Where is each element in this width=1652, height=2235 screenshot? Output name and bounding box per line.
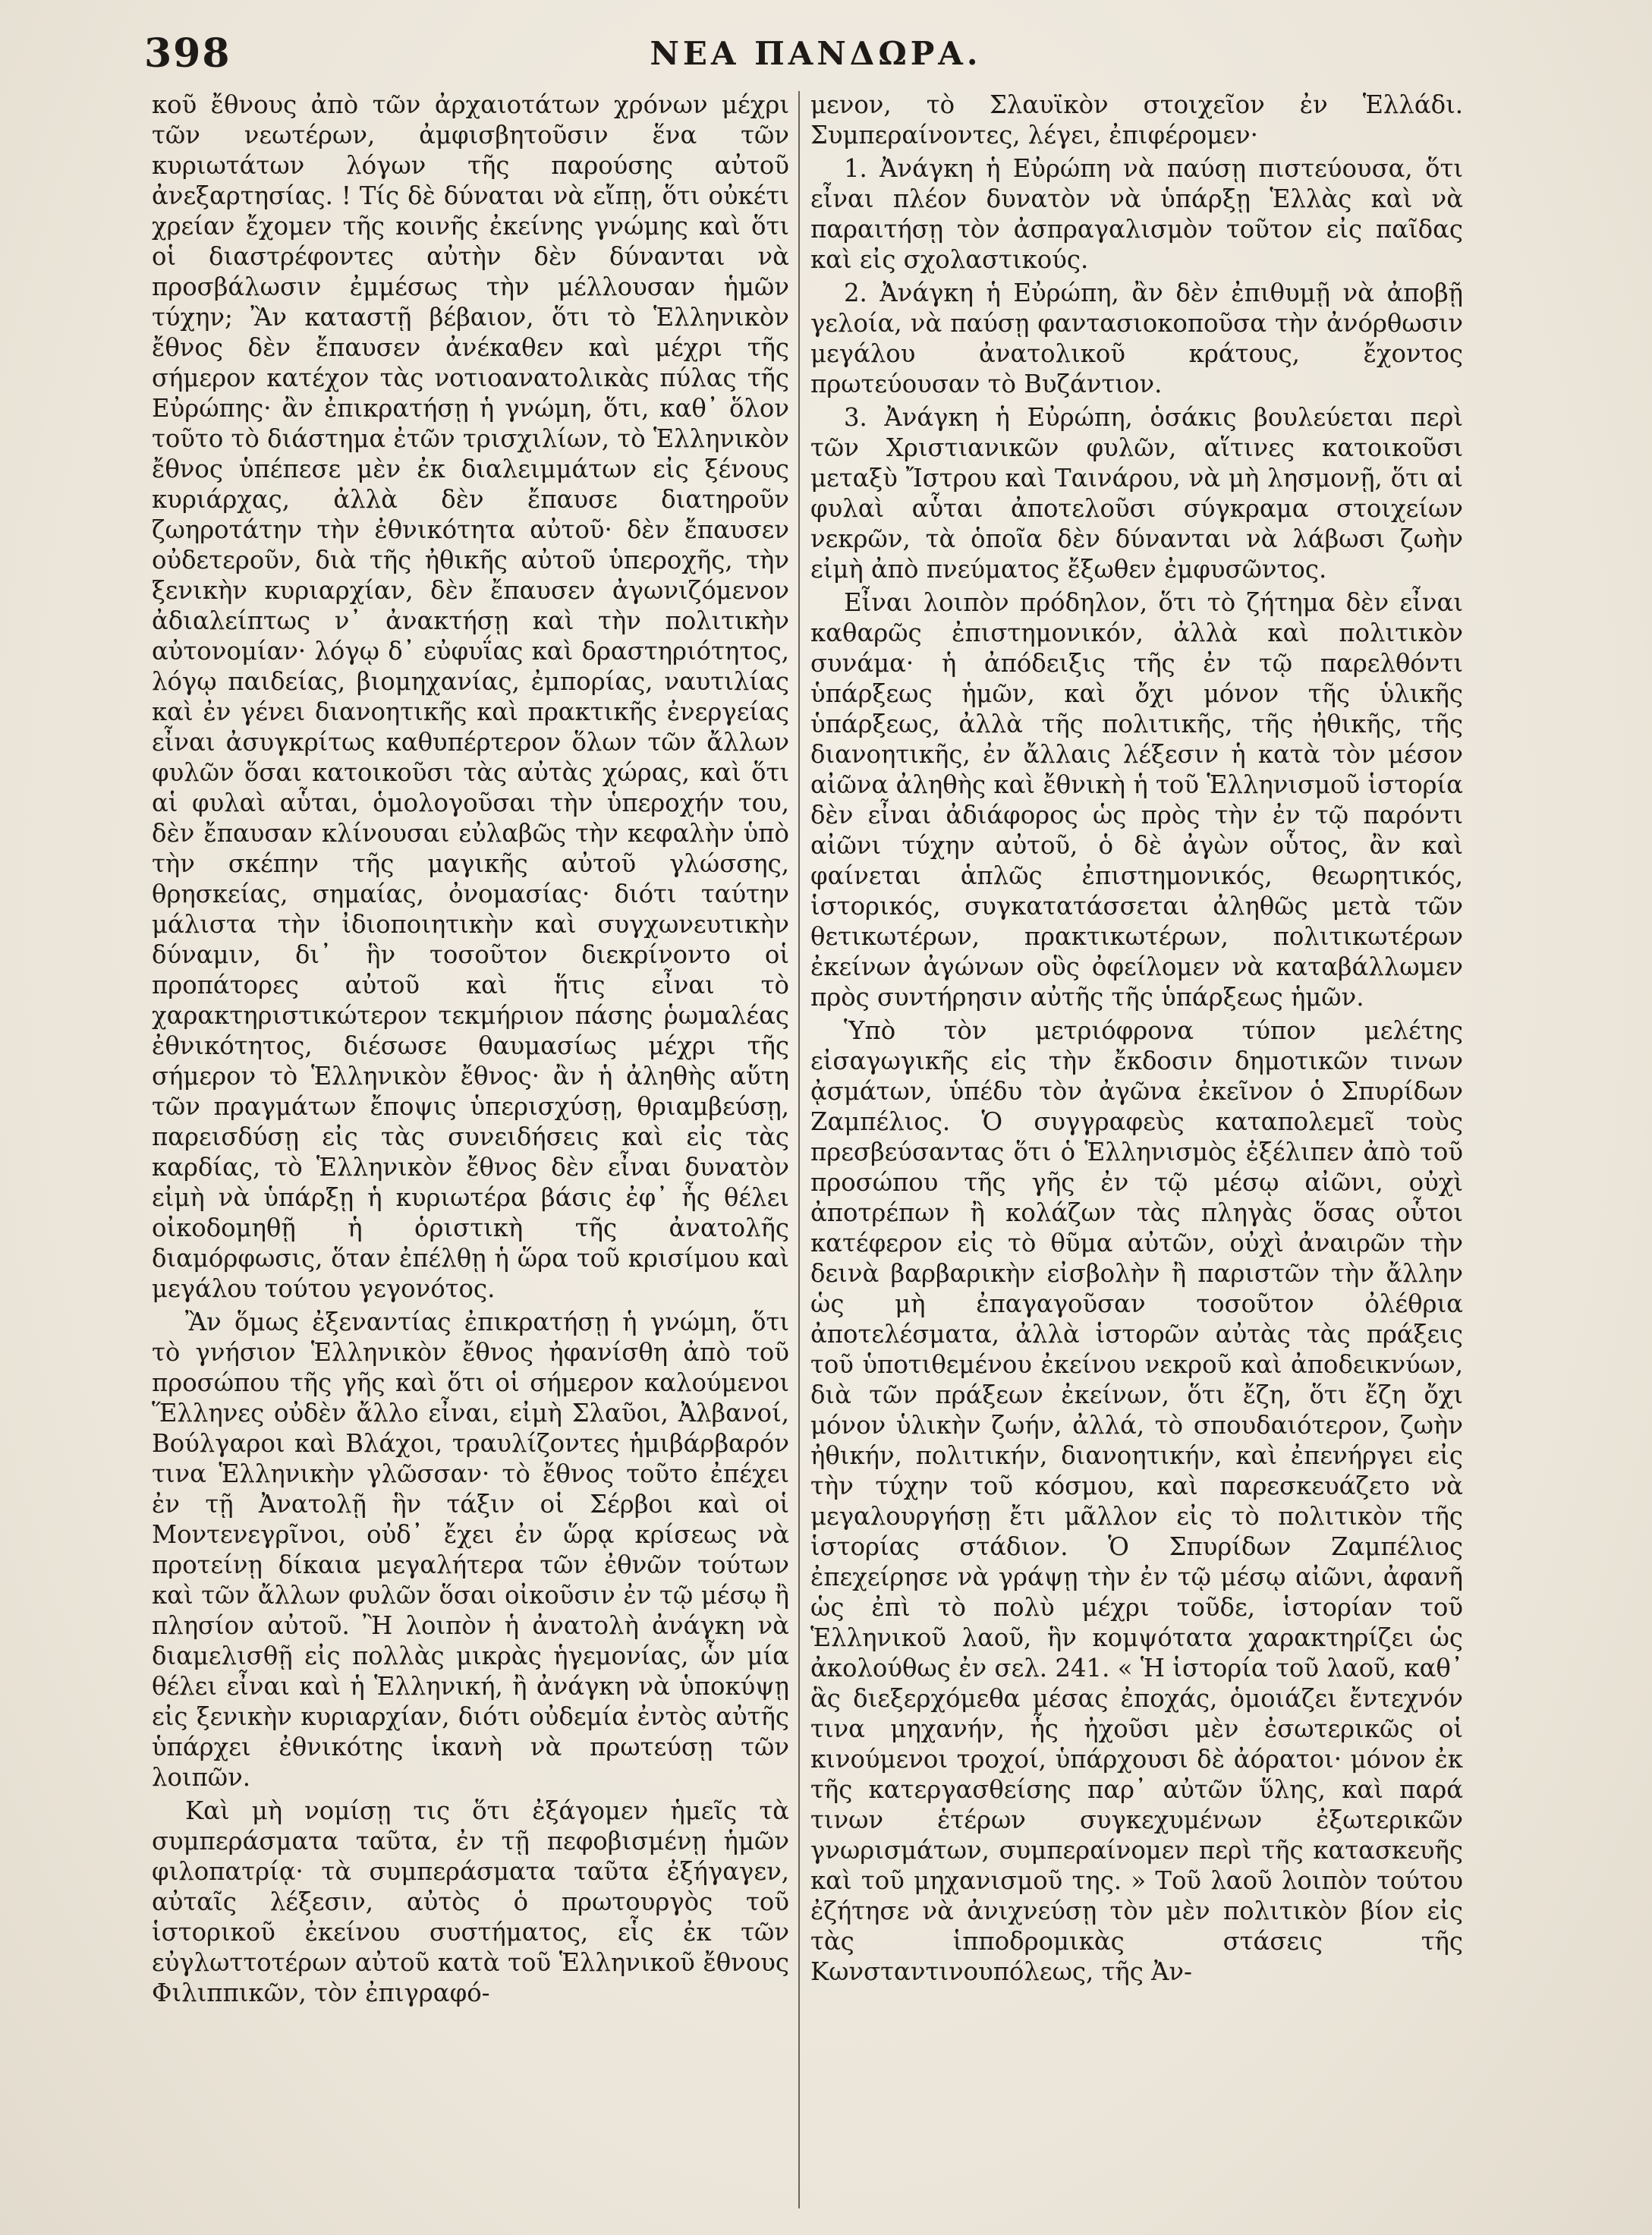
numbered-paragraph: 1. Ἀνάγκη ἡ Εὐρώπη νὰ παύσῃ πιστεύουσα, ὅτι εἶναι πλέον δυνατὸν νὰ ὑπάρξῃ Ἑλλὰς καὶ νὰ παραιτήσῃ τὸν ἀσπραγαλισμὸν τοῦτον εἰς παῖδας καὶ εἰς σχολαστικούς.: [810, 154, 1463, 274]
numbered-paragraph: 2. Ἀνάγκη ἡ Εὐρώπη, ἂν δὲν ἐπιθυμῇ νὰ ἀποβῇ γελοία, νὰ παύσῃ φαντασιοκοποῦσα τὴν ἀνόρθωσιν μεγάλου ἀνατολικοῦ κράτους, ἔχοντος πρωτεύουσαν τὸ Βυζάντιον.: [810, 279, 1463, 398]
right-column: [810, 90, 1463, 1990]
paragraph: Καὶ μὴ νομίσῃ τις ὅτι ἐξάγομεν ἡμεῖς τὰ συμπεράσματα ταῦτα, ἐν τῇ πεφοβισμένῃ ἡμῶν φιλοπατρίᾳ· τὰ συμπεράσματα ταῦτα ἐξήγαγεν, αὐταῖς λέξεσιν, αὐτὸς ὁ πρωτουργὸς τοῦ ἱστορικοῦ ἐκείνου συστήματος, εἷς ἐκ τῶν εὐγλωττοτέρων αὐτοῦ κατὰ τοῦ Ἑλληνικοῦ ἔθνους Φιλιππικῶν, τὸν ἐπιγραφό-: [152, 1796, 789, 2007]
paragraph: κοῦ ἔθνους ἀπὸ τῶν ἀρχαιοτάτων χρόνων μέχρι τῶν νεωτέρων, ἀμφισβητοῦσιν ἕνα τῶν κυριωτάτων λόγων τῆς παρούσης αὐτοῦ ἀνεξαρτησίας. ! Τίς δὲ δύναται νὰ εἴπῃ, ὅτι οὐκέτι χρείαν ἔχομεν τῆς κοινῆς ἐκείνης γνώμης καὶ ὅτι οἱ διαστρέφοντες αὐτὴν δὲν δύνανται νὰ προσβάλωσιν ἐμμέσως τὴν μέλλουσαν ἡμῶν τύχην; Ἂν καταστῇ βέβαιον, ὅτι τὸ Ἑλληνικὸν ἔθνος δὲν ἔπαυσεν ἀνέκαθεν καὶ μέχρι τῆς σήμερον κατέχον τὰς νοτιοανατολικὰς πύλας τῆς Εὐρώπης· ἂν ἐπικρατήσῃ ἡ γνώμη, ὅτι, καθ᾽ ὅλον τοῦτο τὸ διάστημα ἐτῶν τρισχιλίων, τὸ Ἑλληνικὸν ἔθνος ὑπέπεσε μὲν ἐκ διαλειμμάτων εἰς ξένους κυριάρχας, ἀλλὰ δὲν ἔπαυσε διατηροῦν ζωηροτάτην τὴν ἐθνικότητα αὐτοῦ· δὲν ἔπαυσεν οὐδετεροῦν, διὰ τῆς ἠθικῆς αὐτοῦ ὑπεροχῆς, τὴν ξενικὴν κυριαρχίαν, δὲν ἔπαυσεν ἀγωνιζόμενον ἀδιαλείπτως ν᾽ ἀνακτήσῃ καὶ τὴν πολιτικὴν αὐτονομίαν· λόγῳ δ᾽ εὐφυΐας καὶ δραστηριότητος, λόγῳ παιδείας, βιομηχανίας, ἐμπορίας, ναυτιλίας καὶ ἐν γένει διανοητικῆς καὶ πρακτικῆς ἐνεργείας εἶναι ἀσυγκρίτως καθυπέρτερον ὅλων τῶν ἄλλων φυλῶν ὅσαι κατοικοῦσι τὰς αὐτὰς χώρας, καὶ ὅτι αἱ φυλαὶ αὗται, ὁμολογοῦσαι τὴν ὑπεροχήν του, δὲν ἔπαυσαν κλίνουσαι εὐλαβῶς τὴν κεφαλὴν ὑπὸ τὴν σκέπην τῆς μαγικῆς αὐτοῦ γλώσσης, θρησκείας, σημαίας, ὀνομασίας· διότι ταύτην μάλιστα τὴν ἰδιοποιητικὴν καὶ συγχωνευτικὴν δύναμιν, δι᾽ ἣν τοσοῦτον διεκρίνοντο οἱ προπάτορες αὐτοῦ καὶ ἥτις εἶναι τὸ χαρακτηριστικώτερον τεκμήριον πάσης ῥωμαλέας ἐθνικότητος, διέσωσε θαυμασίως μέχρι τῆς σήμερον τὸ Ἑλληνικὸν ἔθνος· ἂν ἡ ἀληθὴς αὕτη τῶν πραγμάτων ἔποψις ὑπερισχύσῃ, θριαμβεύσῃ, παρεισδύσῃ εἰς τὰς συνειδήσεις καὶ εἰς τὰς καρδίας, τὸ Ἑλληνικὸν ἔθνος δὲν εἶναι δυνατὸν εἰμὴ νὰ ὑπάρξῃ ἡ κυριωτέρα βάσις ἐφ᾽ ἧς θέλει οἰκοδομηθῇ ἡ ὁριστικὴ τῆς ἀνατολῆς διαμόρφωσις, ὅταν ἐπέλθῃ ἡ ὥρα τοῦ κρισίμου καὶ μεγάλου τούτου γεγονότος.: [152, 90, 789, 1303]
page-header: [144, 23, 1487, 83]
paragraph: Ὑπὸ τὸν μετριόφρονα τύπον μελέτης εἰσαγωγικῆς εἰς τὴν ἔκδοσιν δημοτικῶν τινων ᾀσμάτων, ὑπέδυ τὸν ἀγῶνα ἐκεῖνον ὁ Σπυρίδων Ζαμπέλιος. Ὁ συγγραφεὺς καταπολεμεῖ τοὺς πρεσβεύσαντας ὅτι ὁ Ἑλληνισμὸς ἐξέλιπεν ἀπὸ τοῦ προσώπου τῆς γῆς ἐν τῷ μέσῳ αἰῶνι, οὐχὶ ἀποτρέπων ἢ κολάζων τὰς πληγὰς ὅσας οὗτοι κατέφερον εἰς τὸ θῦμα αὐτῶν, οὐχὶ ἀναιρῶν τὴν δεινὰ βαρβαρικὴν εἰσβολὴν ἢ παριστῶν τὴν ἄλλην ὡς μὴ ἐπαγαγοῦσαν τοσοῦτον ὀλέθρια ἀποτελέσματα, ἀλλὰ ἱστορῶν αὐτὰς τὰς πράξεις τοῦ ὑποτιθεμένου ἐκείνου νεκροῦ καὶ ἀποδεικνύων, διὰ τῶν πράξεων ἐκείνων, ὅτι ἔζη, ὅτι ἔζη ὄχι μόνον ὑλικὴν ζωήν, ἀλλά, τὸ σπουδαιότερον, ζωὴν ἠθικήν, πολιτικήν, διανοητικήν, καὶ ἐπενήργει εἰς τὴν τύχην τοῦ κόσμου, καὶ παρεσκευάζετο νὰ μεγαλουργήσῃ ἔτι μᾶλλον εἰς τὸ πολιτικὸν τῆς ἱστορίας στάδιον. Ὁ Σπυρίδων Ζαμπέλιος ἐπεχείρησε νὰ γράψῃ τὴν ἐν τῷ μέσῳ αἰῶνι, ἀφανῆ ὡς ἐπὶ τὸ πολὺ μέχρι τοῦδε, ἱστορίαν τοῦ Ἑλληνικοῦ λαοῦ, ἣν κομψότατα χαρακτηρίζει ὡς ἀκολούθως ἐν σελ. 241. « Ἡ ἱστορία τοῦ λαοῦ, καθ᾽ ἃς διεξερχόμεθα μέσας ἐποχάς, ὁμοιάζει ἔντεχνόν τινα μηχανήν, ἧς ἠχοῦσι μὲν ἐσωτερικῶς οἱ κινούμενοι τροχοί, ὑπάρχουσι δὲ ἀόρατοι· μόνον ἐκ τῆς κατεργασθείσης παρ᾽ αὐτῶν ὕλης, καὶ παρά τινων ἑτέρων συγκεχυμένων ἐξωτερικῶν γνωρισμάτων, συμπεραίνομεν περὶ τῆς κατασκευῆς καὶ τοῦ μηχανισμοῦ της. » Τοῦ λαοῦ λοιπὸν τούτου ἐζήτησε νὰ ἀνιχνεύσῃ τὸν μὲν πολιτικὸν βίον εἰς τὰς ἱπποδρομικὰς στάσεις τῆς Κωνσταντινουπόλεως, τῆς Ἀν-: [810, 1016, 1463, 1986]
running-title: ΝΕΑ ΠΑΝΔΩΡΑ.: [650, 35, 982, 72]
paragraph: Εἶναι λοιπὸν πρόδηλον, ὅτι τὸ ζήτημα δὲν εἶναι καθαρῶς ἐπιστημονικόν, ἀλλὰ καὶ πολιτικὸν συνάμα· ἡ ἀπόδειξις τῆς ἐν τῷ παρελθόντι ὑπάρξεως ἡμῶν, καὶ ὄχι μόνον τῆς ὑλικῆς ὑπάρξεως, ἀλλὰ τῆς πολιτικῆς, τῆς ἠθικῆς, τῆς διανοητικῆς, ἐν ἄλλαις λέξεσιν ἡ κατὰ τὸν μέσον αἰῶνα ἀληθὴς καὶ ἔθνικὴ ἡ τοῦ Ἑλληνισμοῦ ἱστορία δὲν εἶναι ἀδιάφορος ὡς πρὸς τὴν ἐν τῷ παρόντι αἰῶνι τύχην αὐτοῦ, ὁ δὲ ἀγὼν οὗτος, ἂν καὶ φαίνεται ἁπλῶς ἐπιστημονικός, θεωρητικός, ἱστορικός, συγκατατάσσεται ἀληθῶς μετὰ τῶν θετικωτέρων, πρακτικωτέρων, πολιτικωτέρων ἐκείνων ἀγώνων οὓς ὀφείλομεν νὰ καταβάλλωμεν πρὸς συντήρησιν αὐτῆς τῆς ὑπάρξεως ἡμῶν.: [810, 588, 1463, 1012]
page-number: 398: [144, 30, 231, 77]
paragraph: Ἂν ὅμως ἐξεναντίας ἐπικρατήσῃ ἡ γνώμη, ὅτι τὸ γνήσιον Ἑλληνικὸν ἔθνος ἠφανίσθη ἀπὸ τοῦ προσώπου τῆς γῆς καὶ ὅτι οἱ σήμερον καλούμενοι Ἕλληνες οὐδὲν ἄλλο εἶναι, εἰμὴ Σλαῦοι, Ἀλβανοί, Βούλγαροι καὶ Βλάχοι, τραυλίζοντες ἡμιβάρβαρόν τινα Ἑλληνικὴν γλῶσσαν· τὸ ἔθνος τοῦτο ἐπέχει ἐν τῇ Ἀνατολῇ ἣν τάξιν οἱ Σέρβοι καὶ οἱ Μοντενεγρῖνοι, οὐδ᾽ ἔχει ἐν ὥρᾳ κρίσεως νὰ προτείνῃ δίκαια μεγαλήτερα τῶν ἐθνῶν τούτων καὶ τῶν ἄλλων φυλῶν ὅσαι οἰκοῦσιν ἐν τῷ μέσῳ ἢ πλησίον αὐτοῦ. Ἢ λοιπὸν ἡ ἀνατολὴ ἀνάγκη νὰ διαμελισθῇ εἰς πολλὰς μικρὰς ἡγεμονίας, ὧν μία θέλει εἶναι καὶ ἡ Ἑλληνική, ἢ ἀνάγκη νὰ ὑποκύψῃ εἰς ξενικὴν κυριαρχίαν, διότι οὐδεμία ἐντὸς αὐτῆς ὑπάρχει ἐθνικότης ἱκανὴ νὰ πρωτεύσῃ τῶν λοιπῶν.: [152, 1308, 789, 1792]
column-divider: [798, 91, 800, 2208]
paragraph: μενον, τὸ Σλαυϊκὸν στοιχεῖον ἐν Ἑλλάδι. Συμπεραίνοντες, λέγει, ἐπιφέρομεν·: [810, 90, 1463, 150]
numbered-paragraph: 3. Ἀνάγκη ἡ Εὐρώπη, ὁσάκις βουλεύεται περὶ τῶν Χριστιανικῶν φυλῶν, αἵτινες κατοικοῦσι μεταξὺ Ἴστρου καὶ Ταινάρου, νὰ μὴ λησμονῇ, ὅτι αἱ φυλαὶ αὗται ἀποτελοῦσι σύγκραμα στοιχείων νεκρῶν, τὰ ὁποῖα δὲν δύνανται νὰ λάβωσι ζωὴν εἰμὴ ἀπὸ πνεύματος ἔξωθεν ἐμφυσῶντος.: [810, 403, 1463, 584]
left-column: [152, 90, 789, 2011]
